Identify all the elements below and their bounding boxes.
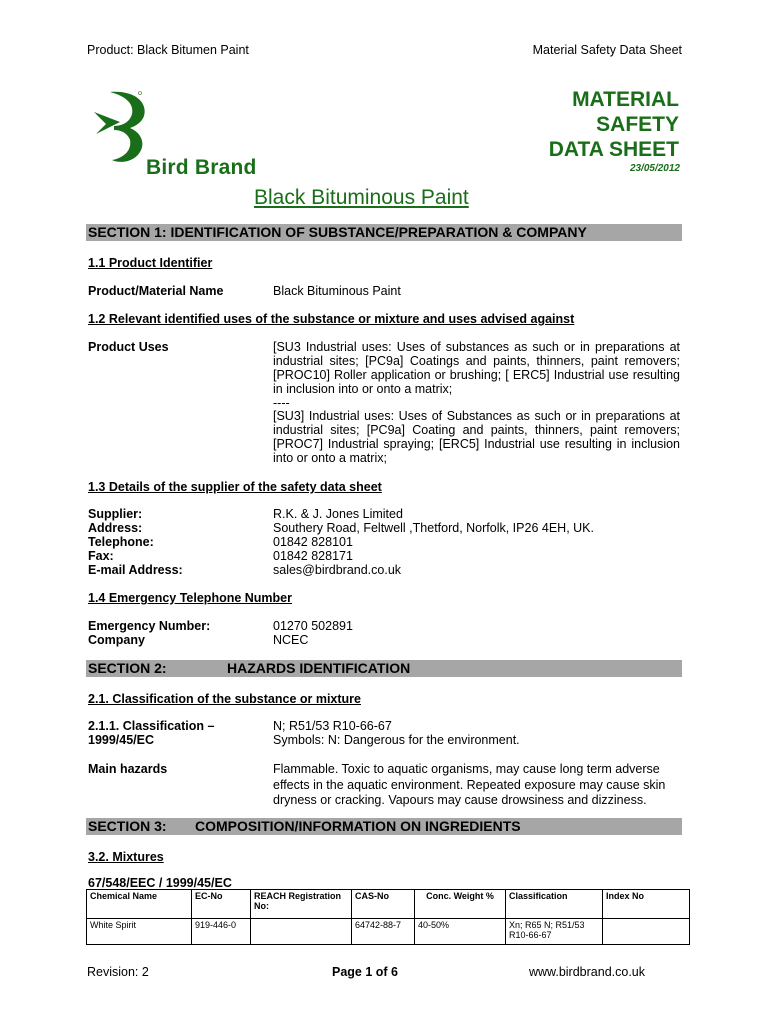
col-cas-no: CAS-No	[352, 890, 415, 919]
col-classification: Classification	[506, 890, 603, 919]
col-conc-weight: Conc. Weight %	[415, 890, 506, 919]
main-hazards-label: Main hazards	[88, 762, 168, 776]
subheading-2-1: 2.1. Classification of the substance or mixture	[88, 692, 361, 706]
section2-heading: HAZARDS IDENTIFICATION	[227, 660, 411, 676]
section1-heading: SECTION 1: IDENTIFICATION OF SUBSTANCE/PREPARATION & COMPANY	[88, 224, 587, 240]
classification-label-1: 2.1.1. Classification –	[88, 719, 215, 733]
subheading-1-1: 1.1 Product Identifier	[88, 256, 213, 270]
product-name-label: Product/Material Name	[88, 284, 224, 298]
classification-value-1: N; R51/53 R10-66-67	[273, 719, 392, 733]
email-value[interactable]: sales@birdbrand.co.uk	[273, 563, 402, 577]
cell-reach	[251, 919, 352, 945]
section2-heading-bar	[86, 660, 682, 677]
product-uses-para2: [SU3] Industrial uses: Uses of Substances as such or in preparations at industrial sites; [PC9a] Coating and paints, thinners, paint removers; [PROC7] Industrial spraying; [ERC5] Industrial use resulting in inclusion into or onto a matrix;	[273, 409, 680, 465]
telephone-value: 01842 828101	[273, 535, 353, 549]
subheading-1-3: 1.3 Details of the supplier of the safety data sheet	[88, 480, 382, 494]
section3-heading-bar	[86, 818, 682, 835]
col-index-no: Index No	[603, 890, 690, 919]
subheading-1-4: 1.4 Emergency Telephone Number	[88, 591, 292, 605]
product-name-value: Black Bituminous Paint	[273, 284, 401, 298]
col-chemical-name: Chemical Name	[87, 890, 192, 919]
main-hazards-value: Flammable. Toxic to aquatic organisms, may cause long term adverse effects in the aquatic environment. Repeated exposure may cause skin dryness or cracking. Vapours may cause drowsiness and dizziness.	[273, 762, 666, 807]
company-label: Company	[88, 633, 145, 647]
section1-heading-bar	[86, 224, 682, 241]
logo-brand-text: Bird Brand	[146, 156, 257, 179]
footer-page: Page 1 of 6	[332, 965, 398, 979]
subheading-3-2: 3.2. Mixtures	[88, 850, 164, 864]
classification-label-2: 1999/45/EC	[88, 733, 155, 747]
section3-heading: COMPOSITION/INFORMATION ON INGREDIENTS	[195, 818, 521, 834]
emergency-number-value: 01270 502891	[273, 619, 353, 633]
footer-revision: Revision: 2	[87, 965, 149, 979]
header-doc-type: Material Safety Data Sheet	[532, 43, 682, 57]
title-safety: SAFETY	[596, 113, 679, 136]
section3-heading-number: SECTION 3:	[88, 818, 167, 834]
product-uses-label: Product Uses	[88, 340, 169, 354]
cell-cas-no: 64742-88-7	[352, 919, 415, 945]
footer-website[interactable]: www.birdbrand.co.uk	[528, 965, 645, 979]
cell-classification: Xn; R65 N; R51/53 R10-66-67	[506, 919, 603, 945]
cell-chemical-name: White Spirit	[87, 919, 192, 945]
fax-value: 01842 828171	[273, 549, 353, 563]
title-data-sheet: DATA SHEET	[548, 138, 679, 161]
title-material: MATERIAL	[572, 88, 679, 111]
table-header-row	[87, 890, 690, 919]
subheading-1-2: 1.2 Relevant identified uses of the substance or mixture and uses advised against	[88, 312, 575, 326]
telephone-label: Telephone:	[88, 535, 154, 549]
col-ec-no: EC-No	[192, 890, 251, 919]
bird-brand-logo-icon	[90, 88, 160, 166]
product-uses-separator: ----	[273, 396, 290, 410]
email-label: E-mail Address:	[88, 563, 183, 577]
company-value: NCEC	[273, 633, 309, 647]
supplier-label: Supplier:	[88, 507, 143, 521]
emergency-number-label: Emergency Number:	[88, 619, 211, 633]
title-date: 23/05/2012	[629, 163, 680, 174]
section2-heading-number: SECTION 2:	[88, 660, 167, 676]
address-label: Address:	[88, 521, 143, 535]
cell-ec-no: 919-446-0	[192, 919, 251, 945]
product-title: Black Bituminous Paint	[254, 186, 469, 209]
cell-index-no	[603, 919, 690, 945]
col-reach: REACH Registration No:	[251, 890, 352, 919]
product-uses-para1: [SU3 Industrial uses: Uses of substances as such or in preparations at industrial sites; [PC9a] Coatings and paints, thinners, paint removers; [PROC10] Roller application or brushing; [ ERC5] Industrial use resulting in inclusion into or onto a matrix;	[273, 340, 680, 396]
composition-table	[86, 889, 690, 945]
classification-value-2: Symbols: N: Dangerous for the environment.	[273, 733, 520, 747]
supplier-value: R.K. & J. Jones Limited	[273, 507, 403, 521]
directive-label: 67/548/EEC / 1999/45/EC	[88, 876, 232, 890]
cell-conc-weight: 40-50%	[415, 919, 506, 945]
header-product: Product: Black Bitumen Paint	[87, 43, 249, 57]
table-row	[87, 919, 690, 945]
fax-label: Fax:	[88, 549, 114, 563]
address-value: Southery Road, Feltwell ,Thetford, Norfolk, IP26 4EH, UK.	[273, 521, 594, 535]
